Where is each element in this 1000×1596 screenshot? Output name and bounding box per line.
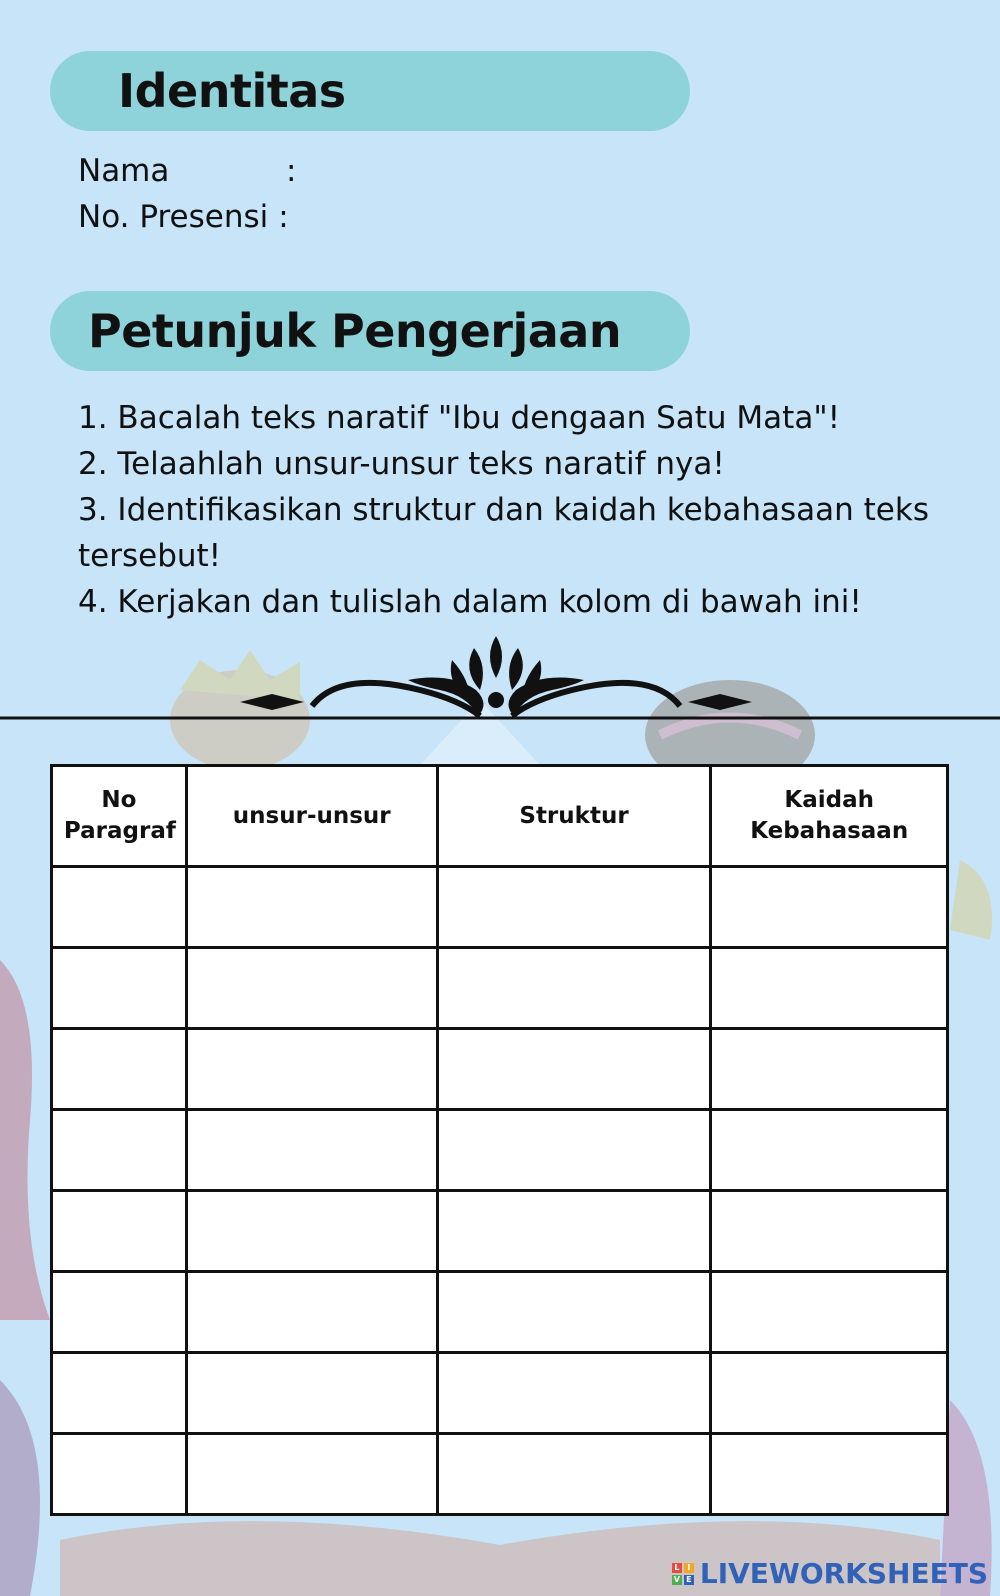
table-cell[interactable] bbox=[711, 1191, 948, 1272]
header-kaidah bbox=[711, 766, 948, 867]
table-cell[interactable] bbox=[711, 1110, 948, 1191]
instruction-list bbox=[78, 395, 988, 625]
table-row bbox=[52, 1029, 948, 1110]
logo-mark-letter: E bbox=[684, 1575, 694, 1585]
instruction-step: 4. Kerjakan dan tulislah dalam kolom di bawah ini! bbox=[78, 584, 862, 620]
table-cell[interactable] bbox=[186, 867, 437, 948]
nama-label: Nama bbox=[78, 153, 170, 189]
nama-field bbox=[78, 151, 296, 191]
table-cell[interactable] bbox=[52, 1353, 187, 1434]
header-struktur: Struktur bbox=[437, 766, 711, 867]
table-cell[interactable] bbox=[186, 1272, 437, 1353]
logo-mark-letter: I bbox=[684, 1563, 694, 1573]
table-cell[interactable] bbox=[186, 1434, 437, 1515]
presensi-field bbox=[78, 197, 289, 237]
table-cell[interactable] bbox=[52, 1191, 187, 1272]
table-cell[interactable] bbox=[437, 1029, 711, 1110]
table-cell[interactable] bbox=[711, 1353, 948, 1434]
nama-separator: : bbox=[286, 153, 297, 189]
header-kaidah-label: Kaidah Kebahasaan bbox=[750, 787, 909, 844]
table-cell[interactable] bbox=[186, 948, 437, 1029]
instruction-step: 2. Telaahlah unsur-unsur teks naratif nya! bbox=[78, 446, 725, 482]
ornamental-divider bbox=[0, 630, 1000, 730]
table-row bbox=[52, 867, 948, 948]
table-cell[interactable] bbox=[711, 1272, 948, 1353]
liveworksheets-logo[interactable] bbox=[672, 1557, 988, 1590]
instruction-step: 1. Bacalah teks naratif "Ibu dengaan Satu Mata"! bbox=[78, 400, 841, 436]
petunjuk-header bbox=[50, 291, 690, 371]
presensi-label: No. Presensi bbox=[78, 199, 269, 235]
table-row bbox=[52, 948, 948, 1029]
table-cell[interactable] bbox=[52, 1029, 187, 1110]
table-cell[interactable] bbox=[52, 948, 187, 1029]
table-cell[interactable] bbox=[437, 1353, 711, 1434]
table-cell[interactable] bbox=[711, 1029, 948, 1110]
table-cell[interactable] bbox=[437, 1191, 711, 1272]
identitas-header bbox=[50, 51, 690, 131]
table-cell[interactable] bbox=[711, 948, 948, 1029]
header-unsur: unsur-unsur bbox=[186, 766, 437, 867]
table-cell[interactable] bbox=[186, 1191, 437, 1272]
table-cell[interactable] bbox=[437, 1272, 711, 1353]
table-row bbox=[52, 1272, 948, 1353]
table-cell[interactable] bbox=[186, 1110, 437, 1191]
worksheet-table bbox=[50, 764, 949, 1516]
logo-mark-letter: V bbox=[673, 1574, 680, 1584]
table-cell[interactable] bbox=[52, 1110, 187, 1191]
table-cell[interactable] bbox=[437, 948, 711, 1029]
table-row bbox=[52, 1434, 948, 1515]
presensi-separator: : bbox=[278, 199, 289, 235]
table-cell[interactable] bbox=[52, 867, 187, 948]
table-cell[interactable] bbox=[711, 867, 948, 948]
table-header-row bbox=[52, 766, 948, 867]
identitas-title: Identitas bbox=[118, 64, 346, 118]
table-cell[interactable] bbox=[52, 1434, 187, 1515]
instruction-step: 3. Identifikasikan struktur dan kaidah kebahasaan teks tersebut! bbox=[78, 492, 929, 574]
logo-mark-letter: L bbox=[672, 1563, 682, 1573]
table-row bbox=[52, 1110, 948, 1191]
table-cell[interactable] bbox=[52, 1272, 187, 1353]
table-cell[interactable] bbox=[711, 1434, 948, 1515]
liveworksheets-logo-text: LIVEWORKSHEETS bbox=[699, 1557, 988, 1590]
header-no-paragraf bbox=[52, 766, 187, 867]
table-cell[interactable] bbox=[186, 1353, 437, 1434]
liveworksheets-logo-icon bbox=[672, 1563, 694, 1585]
header-no-paragraf-label: No Paragraf bbox=[63, 787, 176, 844]
table-row bbox=[52, 1191, 948, 1272]
table-row bbox=[52, 1353, 948, 1434]
petunjuk-title: Petunjuk Pengerjaan bbox=[88, 304, 622, 358]
table-cell[interactable] bbox=[437, 1434, 711, 1515]
table-cell[interactable] bbox=[186, 1029, 437, 1110]
table-cell[interactable] bbox=[437, 1110, 711, 1191]
table-cell[interactable] bbox=[437, 867, 711, 948]
